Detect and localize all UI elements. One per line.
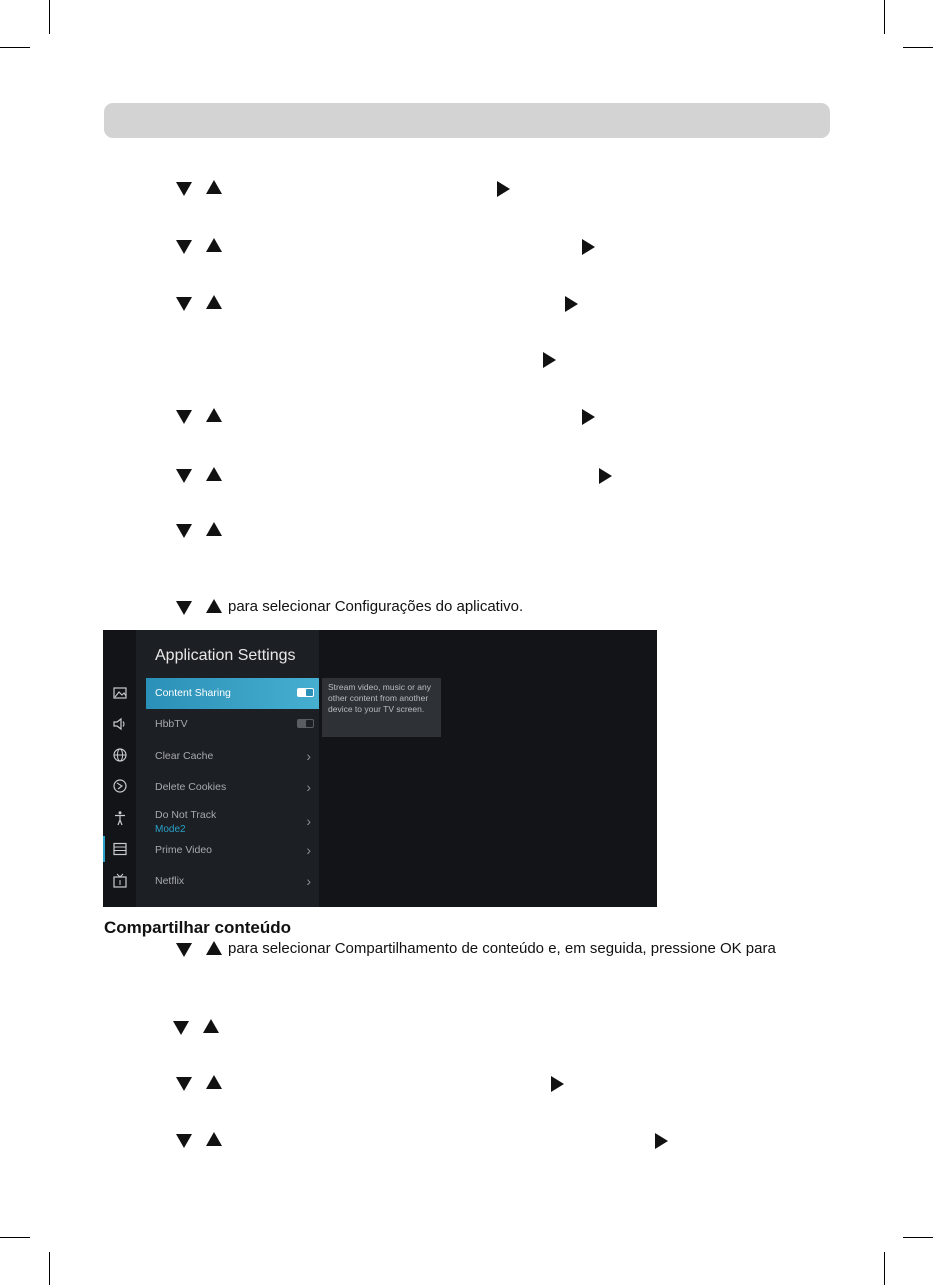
up-arrow-icon: [206, 1132, 222, 1146]
up-arrow-icon: [206, 238, 222, 252]
down-arrow-icon: [176, 469, 192, 483]
menu-item-netflix[interactable]: [146, 866, 319, 897]
menu-item-content-sharing[interactable]: [146, 678, 319, 709]
chevron-right-icon: ›: [306, 813, 311, 829]
content-sharing-tooltip: Stream video, music or any other content from another device to your TV screen.: [322, 678, 441, 737]
down-arrow-icon: [176, 182, 192, 196]
up-arrow-icon: [206, 522, 222, 536]
menu-item-hbbtv[interactable]: [146, 709, 319, 740]
down-arrow-icon: [176, 1077, 192, 1091]
crop-mark: [884, 0, 885, 34]
up-arrow-icon: [206, 599, 222, 613]
tv-icon[interactable]: [112, 873, 128, 889]
up-arrow-icon: [206, 295, 222, 309]
down-arrow-icon: [176, 240, 192, 254]
down-arrow-icon: [176, 410, 192, 424]
right-arrow-icon: [599, 468, 612, 484]
instruction-applications: para selecionar Configurações do aplicativo.: [228, 598, 524, 615]
up-arrow-icon: [206, 408, 222, 422]
hbbtv-toggle[interactable]: [297, 719, 314, 728]
content-sharing-toggle[interactable]: [297, 688, 314, 697]
menu-item-label: HbbTV: [155, 718, 188, 730]
menu-item-label: Do Not Track: [155, 809, 217, 821]
down-arrow-icon: [176, 524, 192, 538]
crop-mark: [0, 1237, 30, 1238]
network-icon[interactable]: [112, 747, 128, 763]
crop-mark: [903, 1237, 933, 1238]
up-arrow-icon: [206, 941, 222, 955]
menu-item-do-not-track[interactable]: [146, 804, 319, 838]
menu-item-label: Prime Video: [155, 844, 213, 856]
menu-item-label: Netflix: [155, 875, 185, 887]
chevron-right-icon: ›: [306, 842, 311, 858]
sidebar-active-marker: [103, 836, 105, 862]
down-arrow-icon: [176, 1134, 192, 1148]
sound-icon[interactable]: [112, 716, 128, 732]
menu-item-label: Delete Cookies: [155, 781, 227, 793]
up-arrow-icon: [206, 467, 222, 481]
menu-item-clear-cache[interactable]: [146, 741, 319, 772]
chevron-right-icon: ›: [306, 873, 311, 889]
menu-item-label: Clear Cache: [155, 750, 214, 762]
chevron-right-icon: ›: [306, 748, 311, 764]
down-arrow-icon: [176, 943, 192, 957]
crop-mark: [49, 1252, 50, 1285]
menu-item-sublabel: Mode2: [155, 824, 186, 835]
accessibility-icon[interactable]: [112, 810, 128, 826]
channel-icon[interactable]: [112, 778, 128, 794]
down-arrow-icon: [173, 1021, 189, 1035]
up-arrow-icon: [206, 1075, 222, 1089]
menu-item-prime-video[interactable]: [146, 835, 319, 866]
menu-item-delete-cookies[interactable]: [146, 772, 319, 803]
up-arrow-icon: [206, 180, 222, 194]
right-arrow-icon: [565, 296, 578, 312]
crop-mark: [0, 47, 30, 48]
right-arrow-icon: [543, 352, 556, 368]
right-arrow-icon: [497, 181, 510, 197]
crop-mark: [49, 0, 50, 34]
chevron-right-icon: ›: [306, 779, 311, 795]
section-heading: Compartilhar conteúdo: [104, 918, 292, 937]
applications-icon[interactable]: [112, 841, 128, 857]
tv-settings-title: Application Settings: [155, 647, 296, 664]
instruction-content-sharing: para selecionar Compartilhamento de conteúdo e, em seguida, pressione OK para: [228, 940, 776, 957]
tv-sidebar: [103, 630, 136, 907]
section-header-bar: [104, 103, 830, 138]
crop-mark: [884, 1252, 885, 1285]
picture-icon[interactable]: [112, 685, 128, 701]
right-arrow-icon: [582, 409, 595, 425]
right-arrow-icon: [582, 239, 595, 255]
right-arrow-icon: [655, 1133, 668, 1149]
menu-item-label: Content Sharing: [155, 687, 231, 699]
tv-settings-screen: [103, 630, 657, 907]
right-arrow-icon: [551, 1076, 564, 1092]
up-arrow-icon: [203, 1019, 219, 1033]
down-arrow-icon: [176, 297, 192, 311]
crop-mark: [903, 47, 933, 48]
down-arrow-icon: [176, 601, 192, 615]
